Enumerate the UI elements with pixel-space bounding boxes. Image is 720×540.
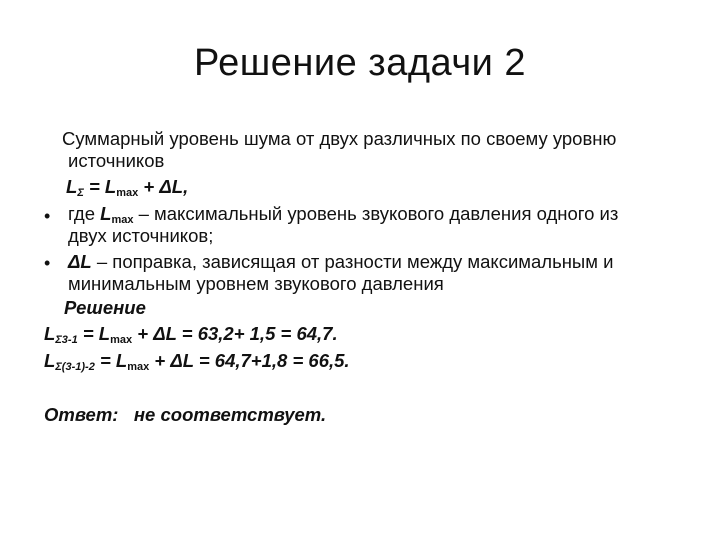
slide-title: Решение задачи 2 xyxy=(193,42,527,84)
bullet-2-line-2: минимальным уровнем звукового давления xyxy=(68,273,444,294)
intro-line-1: Суммарный уровень шума от двух различных по своему уровню xyxy=(62,128,617,149)
eq2-l: L xyxy=(44,350,56,371)
eq1-l: L xyxy=(44,323,56,344)
bullet-dot-1: • xyxy=(44,206,51,226)
eq1-eq: = L xyxy=(77,323,111,344)
eq2-rest: + ΔL = 64,7+1,8 = 66,5. xyxy=(149,350,350,371)
bullet-1-text: – максимальный уровень звукового давления одного из xyxy=(133,203,619,224)
bullet-2-line-1 xyxy=(68,251,613,273)
formula-eq: = xyxy=(83,176,105,197)
formula-l: L xyxy=(66,176,78,197)
eq1-sub: Σ3-1 xyxy=(55,334,78,346)
bullet-dot-2: • xyxy=(44,253,51,273)
solution-label: Решение xyxy=(64,297,146,318)
eq1-max: max xyxy=(110,334,133,346)
equation-2 xyxy=(44,350,350,378)
formula-sigma: Σ xyxy=(77,187,84,199)
eq2-max: max xyxy=(127,361,150,373)
bullet-1-l: L xyxy=(100,203,112,224)
formula-delta: Δ xyxy=(159,176,172,197)
bullet-1-line-2: двух источников; xyxy=(68,225,214,246)
intro-line-2: источников xyxy=(68,150,165,171)
answer-label: Ответ: xyxy=(44,404,119,425)
answer-text: не соответствует. xyxy=(133,404,327,425)
bullet-1-max: max xyxy=(111,214,134,226)
formula-dl: L, xyxy=(171,176,189,197)
formula-lmax: L xyxy=(104,176,117,197)
answer-line xyxy=(44,404,326,426)
bullet-1-prefix: где xyxy=(68,203,101,224)
bullet-2-l: L xyxy=(80,251,92,272)
eq1-rest: + ΔL = 63,2+ 1,5 = 64,7. xyxy=(132,323,338,344)
bullet-2-delta: Δ xyxy=(68,251,81,272)
eq2-sub: Σ(3-1)-2 xyxy=(55,361,95,373)
formula-main xyxy=(66,176,188,204)
formula-plus: + xyxy=(138,176,160,197)
formula-max: max xyxy=(116,187,139,199)
equation-1 xyxy=(44,323,338,351)
eq2-eq: = L xyxy=(94,350,128,371)
bullet-2-text: – поправка, зависящая от разности между максимальным и xyxy=(91,251,614,272)
